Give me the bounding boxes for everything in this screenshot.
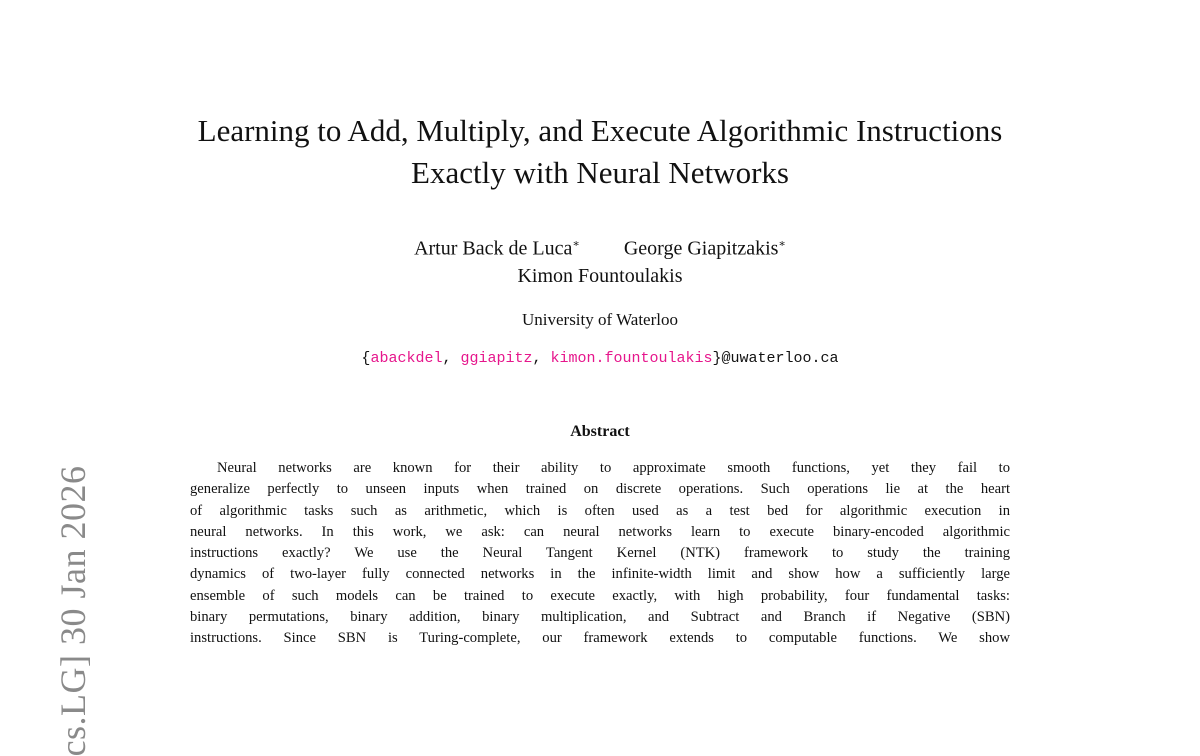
paper-title (100, 110, 1100, 194)
affiliation: University of Waterloo (521, 310, 678, 329)
email-link[interactable]: kimon.fountoulakis (550, 350, 713, 367)
abstract-line: binary permutations, binary addition, binary multiplication, and Subtract and Branch if Negative (SBN) (190, 609, 1010, 626)
abstract-body (190, 458, 1010, 650)
email-link[interactable]: ggiapitz (460, 350, 533, 367)
equal-contribution-marker: ∗ (572, 238, 580, 250)
abstract-line: instructions. Since SBN is Turing-complete, our framework extends to computable functions. We show (190, 630, 1010, 647)
author-name: Kimon Fountoulakis (517, 264, 683, 287)
abstract-line: neural networks. In this work, we ask: can neural networks learn to execute binary-encoded algorithmic (190, 523, 1010, 540)
abstract-line: of algorithmic tasks such as arithmetic, which is often used as a test bed for algorithmic execution in (190, 502, 1010, 519)
title-line-2: Exactly with Neural Networks (411, 155, 789, 190)
abstract-line: Neural networks are known for their ability to approximate smooth functions, yet they fail to (217, 460, 1010, 476)
author-emails: {abackdel, ggiapitz, kimon.fountoulakis}@uwaterloo.ca (361, 350, 839, 367)
author-name: George Giapitzakis (623, 237, 779, 260)
author-list (100, 231, 1100, 290)
abstract-line: dynamics of two-layer fully connected networks in the infinite-width limit and show how a sufficiently large (190, 566, 1010, 583)
arxiv-stamp: cs.LG] 30 Jan 2026 (53, 465, 93, 756)
title-line-1: Learning to Add, Multiply, and Execute Algorithmic Instructions (197, 113, 1003, 148)
abstract-line: generalize perfectly to unseen inputs when trained on discrete operations. Such operations lie at the heart (190, 481, 1010, 498)
email-link[interactable]: abackdel (370, 350, 443, 367)
author-name: Artur Back de Luca (414, 237, 573, 260)
abstract-line: ensemble of such models can be trained to execute exactly, with high probability, four fundamental tasks: (190, 587, 1010, 604)
abstract-heading: Abstract (570, 423, 630, 440)
abstract-line: instructions exactly? We use the Neural Tangent Kernel (NTK) framework to study the training (190, 545, 1010, 562)
equal-contribution-marker: ∗ (778, 238, 786, 250)
